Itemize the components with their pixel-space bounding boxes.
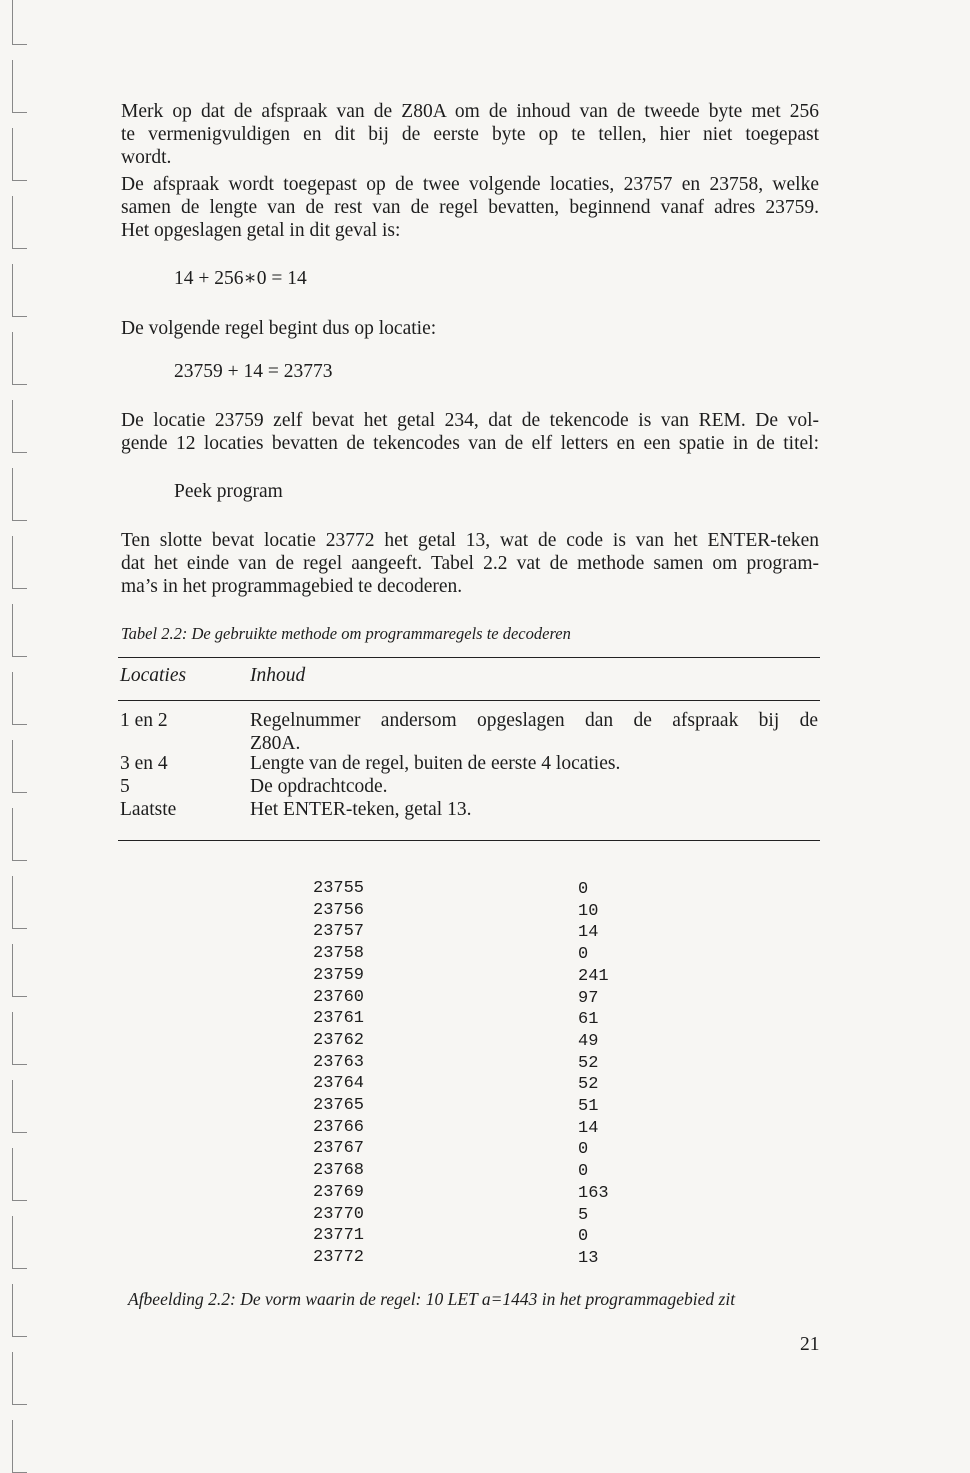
- value-cell: 0: [578, 880, 589, 899]
- address-cell: 23763: [313, 1052, 365, 1072]
- binder-marks: [12, 0, 32, 1458]
- figure-caption: Afbeelding 2.2: De vorm waarin de regel: 10 LET a=1443 in het programmagebied zit: [128, 1289, 736, 1309]
- text-line: De volgende regel begint dus op locatie:: [121, 318, 437, 339]
- page-number: 21: [800, 1334, 820, 1355]
- value-cell: 0: [578, 1162, 589, 1182]
- text-line: wordt.: [121, 147, 172, 168]
- text-line: De afspraak wordt toegepast op de twee volgende locaties, 23757 en 23758, welke: [121, 174, 819, 195]
- value-cell: 0: [578, 1140, 589, 1160]
- table-caption: Tabel 2.2: De gebruikte methode om programmaregels te decoderen: [121, 624, 571, 643]
- address-cell: 23762: [313, 1030, 365, 1050]
- address-cell: 23769: [313, 1182, 365, 1202]
- value-cell: 14: [578, 1118, 599, 1138]
- text-line: samen de lengte van de rest van de regel bevatten, beginnend vanaf adres 23759.: [121, 197, 819, 218]
- address-cell: 23771: [313, 1226, 365, 1246]
- address-cell: 23770: [313, 1204, 365, 1224]
- table-cell-loc: 5: [120, 776, 130, 797]
- value-cell: 97: [578, 988, 599, 1008]
- paragraph-2: [121, 173, 819, 242]
- table-top-rule: [118, 657, 820, 658]
- text-line: De locatie 23759 zelf bevat het getal 234, dat de tekencode is van REM. De vol-: [121, 410, 819, 431]
- table-cell-loc: 3 en 4: [120, 753, 168, 774]
- value-cell: 10: [578, 901, 599, 921]
- table-header-rule: [118, 700, 820, 701]
- table-bottom-rule: [118, 840, 820, 841]
- value-cell: 241: [578, 966, 609, 986]
- address-cell: 23756: [313, 900, 365, 920]
- table-cell-content: De opdrachtcode.: [250, 776, 388, 797]
- table-cell-content: Lengte van de regel, buiten de eerste 4 locaties.: [250, 753, 621, 774]
- value-cell: 61: [578, 1010, 599, 1030]
- address-cell: 23764: [313, 1074, 365, 1094]
- value-cell: 52: [578, 1075, 599, 1095]
- paragraph-5: [121, 529, 819, 598]
- value-cell: 13: [578, 1248, 599, 1268]
- text-line: gende 12 locaties bevatten de tekencodes van de elf letters en een spatie in de titel:: [121, 433, 819, 454]
- address-cell: 23758: [313, 944, 365, 964]
- address-cell: 23765: [313, 1096, 365, 1116]
- address-cell: 23757: [313, 922, 365, 942]
- value-cell: 163: [578, 1183, 609, 1203]
- paragraph-3: [121, 317, 819, 340]
- address-cell: 23761: [313, 1009, 365, 1029]
- text-line: dat het einde van de regel aangeeft. Tabel 2.2 vat de methode samen om program-: [121, 553, 819, 574]
- table-cell-content: Het ENTER-teken, getal 13.: [250, 799, 472, 820]
- value-column: [578, 879, 658, 1270]
- value-cell: 0: [578, 1227, 589, 1247]
- address-cell: 23759: [313, 965, 365, 985]
- value-cell: 49: [578, 1031, 599, 1051]
- value-cell: 52: [578, 1053, 599, 1073]
- formula-1: 14 + 256∗0 = 14: [174, 268, 307, 289]
- address-column: [313, 878, 393, 1269]
- formula-2: 23759 + 14 = 23773: [174, 361, 333, 382]
- value-cell: 14: [578, 923, 599, 943]
- text-line: ma’s in het programmagebied te decoderen.: [121, 576, 463, 597]
- address-cell: 23772: [313, 1247, 365, 1267]
- value-cell: 51: [578, 1097, 599, 1117]
- address-cell: 23755: [313, 879, 365, 898]
- value-cell: 0: [578, 945, 589, 965]
- table-header-inhoud: Inhoud: [250, 665, 306, 686]
- table-header-locaties: Locaties: [120, 665, 187, 686]
- table-cell-loc: Laatste: [120, 799, 177, 820]
- text-line: Z80A.: [250, 733, 301, 754]
- table-cell-loc: 1 en 2: [120, 710, 168, 731]
- address-cell: 23760: [313, 987, 365, 1007]
- table-cell-content: [250, 709, 818, 755]
- address-cell: 23768: [313, 1161, 365, 1181]
- text-line: Het opgeslagen getal in dit geval is:: [121, 220, 401, 241]
- paragraph-1: [121, 100, 819, 169]
- value-cell: 5: [578, 1205, 589, 1225]
- text-line: Merk op dat de afspraak van de Z80A om de inhoud van de tweede byte met 256: [121, 101, 819, 122]
- address-cell: 23766: [313, 1117, 365, 1137]
- title-example: Peek program: [174, 481, 283, 502]
- text-line: Regelnummer andersom opgeslagen dan de afspraak bij de: [250, 710, 818, 731]
- text-line: te vermenigvuldigen en dit bij de eerste byte op te tellen, hier niet toegepast: [121, 124, 819, 145]
- text-line: Ten slotte bevat locatie 23772 het getal 13, wat de code is van het ENTER-teken: [121, 530, 819, 551]
- paragraph-4: [121, 409, 819, 455]
- address-cell: 23767: [313, 1139, 365, 1159]
